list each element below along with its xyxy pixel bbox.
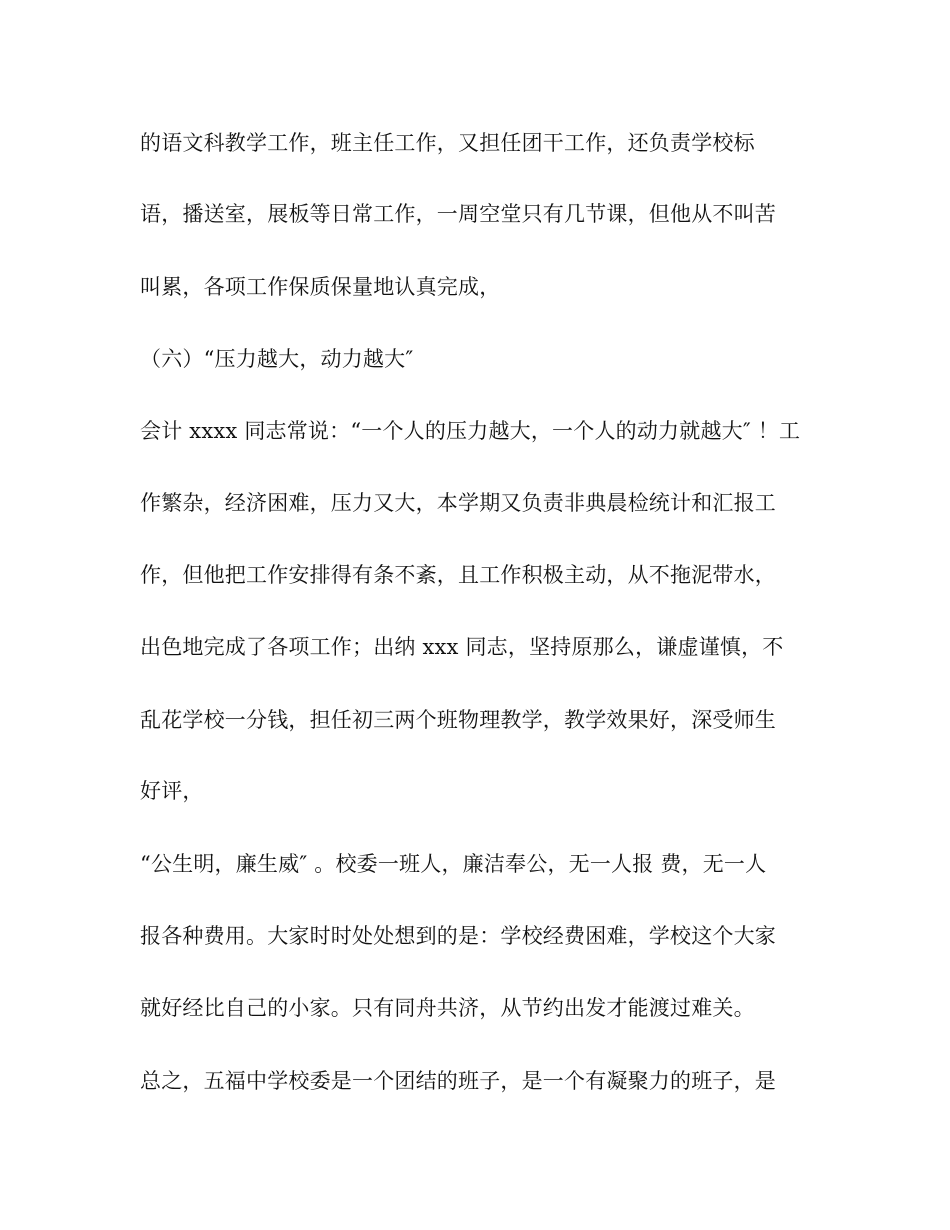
text-line-2: 语，播送室，展板等日常工作，一周空堂只有几节课，但他从不叫苦 [140,202,776,226]
text-line-3: 叫累，各项工作保质保量地认真完成， [140,275,501,299]
text-line-9: 乱花学校一分钱，担任初三两个班物理教学，教学效果好，深受师生 [140,708,776,732]
text-line-11: “公生明，廉生威″ 。校委一班人，廉洁奉公，无一人报 费，无一人 [140,852,767,876]
text-line-10: 好评， [140,779,204,803]
text-line-6: 作繁杂，经济困难，压力又大，本学期又负责非典晨检统计和汇报工 [140,491,776,515]
text-line-12: 报各种费用。大家时时处处想到的是：学校经费困难，学校这个大家 [140,924,776,948]
text-line-13: 就好经比自己的小家。只有同舟共济，从节约出发才能渡过难关。 [140,996,755,1020]
text-line-7: 作，但他把工作安排得有条不紊，且工作积极主动，从不拖泥带水， [140,563,776,587]
text-line-1: 的语文科教学工作，班主任工作，又担任团干工作，还负责学校标 [140,131,755,155]
text-line-5: 会计 xxxx 同志常说：“一个人的压力越大，一个人的动力就越大″ ！工 [140,419,801,443]
text-line-8: 出色地完成了各项工作；出纳 xxx 同志，坚持原那么，谦虚谨慎，不 [140,635,784,659]
text-line-14: 总之，五福中学校委是一个团结的班子，是一个有凝聚力的班子，是 [140,1069,776,1093]
section-heading-6: （六）“压力越大，动力越大″ [140,347,414,371]
